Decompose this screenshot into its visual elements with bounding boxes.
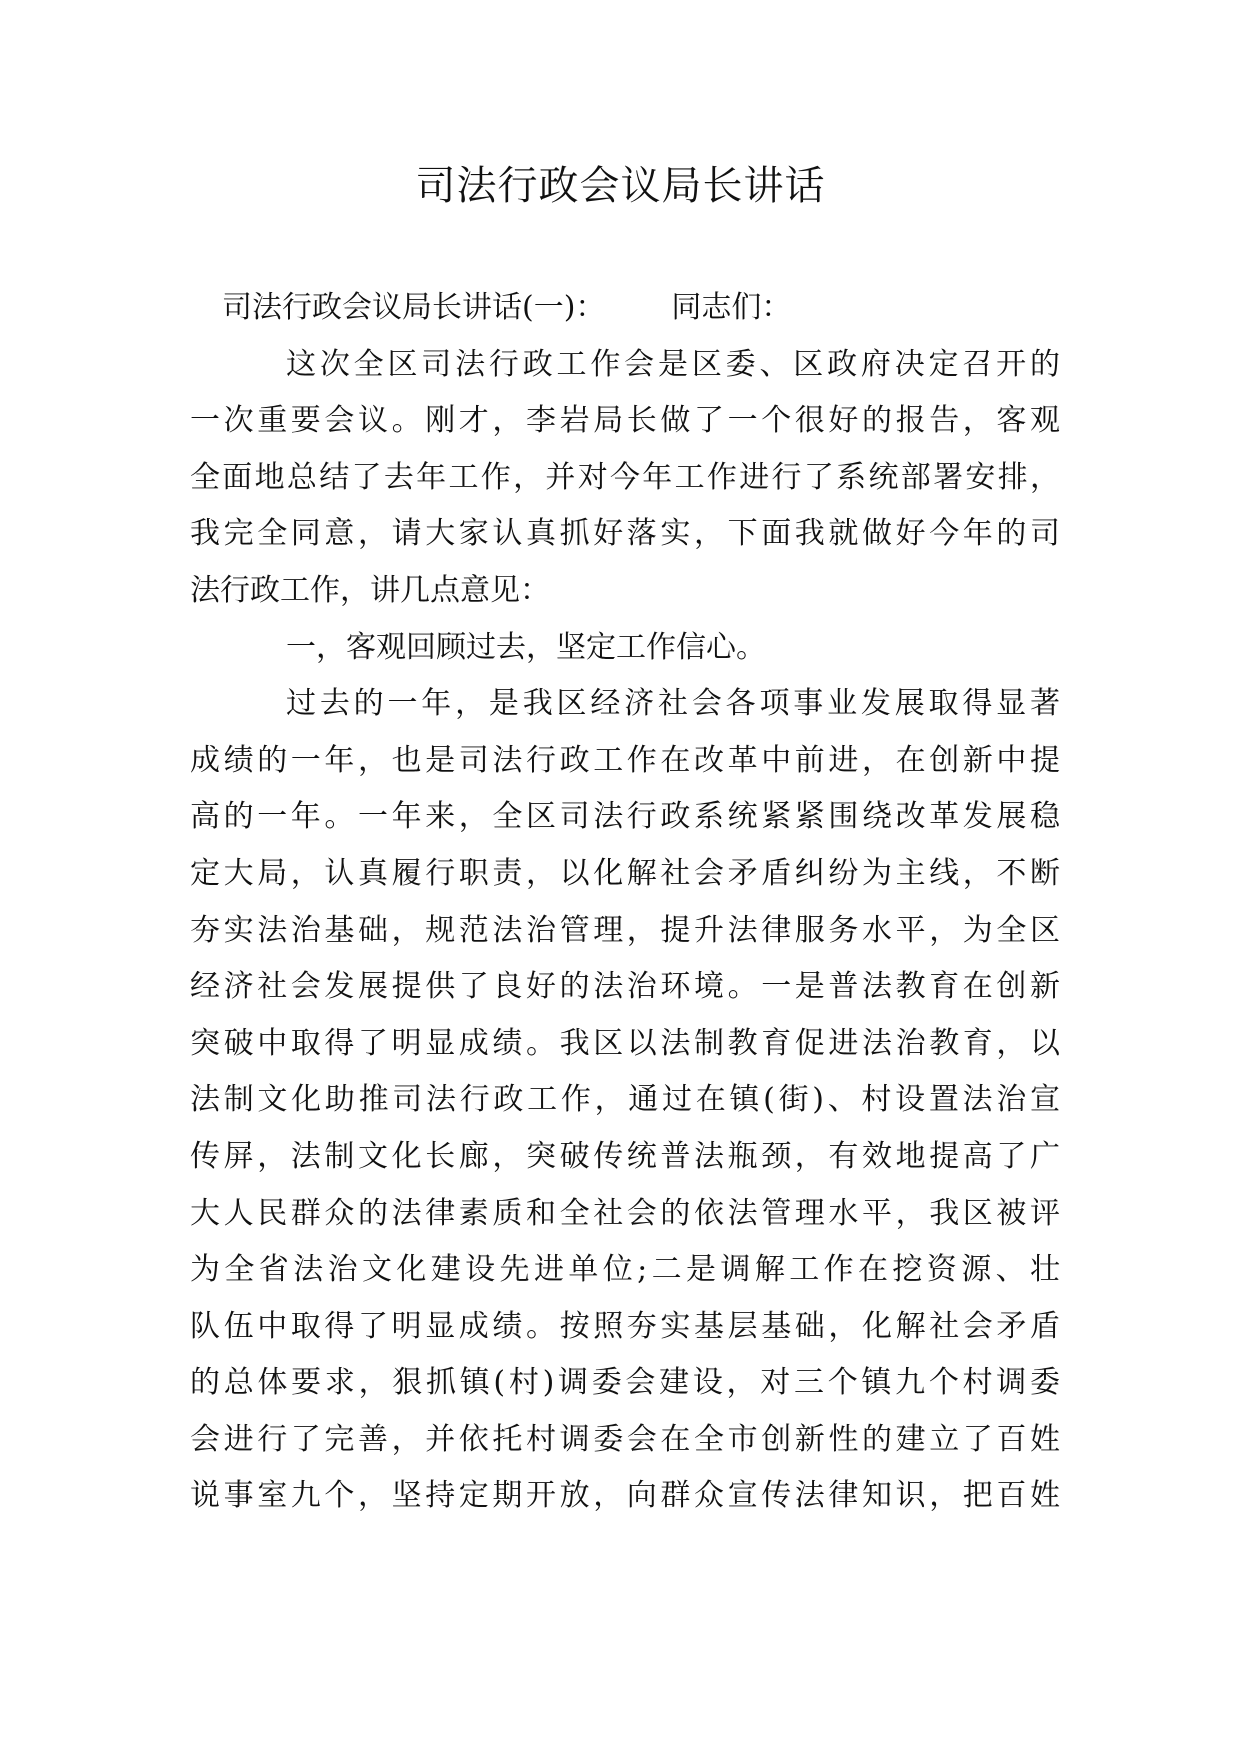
text-line: 大人民群众的法律素质和全社会的依法管理水平，我区被评 <box>190 1195 1060 1231</box>
salutation: 同志们： <box>671 290 792 325</box>
text-line: 的总体要求，狠抓镇(村)调委会建设，对三个镇九个村调委 <box>190 1365 1060 1401</box>
text-line: 定大局，认真履行职责，以化解社会矛盾纠纷为主线，不断 <box>190 855 1060 891</box>
text-line: 经济社会发展提供了良好的法治环境。一是普法教育在创新 <box>190 969 1060 1005</box>
text-line: 法制文化助推司法行政工作，通过在镇(街)、村设置法治宣 <box>190 1082 1060 1118</box>
text-line: 成绩的一年，也是司法行政工作在改革中前进，在创新中提 <box>190 742 1060 778</box>
text-line: 法行政工作，讲几点意见： <box>190 572 550 608</box>
text-line: 夯实法治基础，规范法治管理，提升法律服务水平，为全区 <box>190 912 1060 948</box>
intro-line <box>190 280 1060 337</box>
text-line: 这次全区司法行政工作会是区委、区政府决定召开的 <box>286 346 1060 382</box>
text-line: 说事室九个，坚持定期开放，向群众宣传法律知识，把百姓 <box>190 1478 1060 1514</box>
document-body <box>190 280 1060 1525</box>
text-line: 为全省法治文化建设先进单位;二是调解工作在挖资源、壮 <box>190 1252 1060 1288</box>
text-line: 全面地总结了去年工作，并对今年工作进行了系统部署安排， <box>190 459 1060 495</box>
text-line: 会进行了完善，并依托村调委会在全市创新性的建立了百姓 <box>190 1421 1060 1457</box>
text-line: 队伍中取得了明显成绩。按照夯实基层基础，化解社会矛盾 <box>190 1308 1060 1344</box>
paragraph-lines <box>190 337 1060 1525</box>
text-line: 突破中取得了明显成绩。我区以法制教育促进法治教育，以 <box>190 1025 1060 1061</box>
page-title: 司法行政会议局长讲话 <box>415 163 826 209</box>
speech-heading: 司法行政会议局长讲话(一)： <box>222 290 606 325</box>
text-line: 过去的一年，是我区经济社会各项事业发展取得显著 <box>286 686 1060 722</box>
text-line: 一，客观回顾过去，坚定工作信心。 <box>286 629 766 665</box>
text-line: 一次重要会议。刚才，李岩局长做了一个很好的报告，客观 <box>190 403 1060 439</box>
text-line: 传屏，法制文化长廊，突破传统普法瓶颈，有效地提高了广 <box>190 1138 1060 1174</box>
text-line: 我完全同意，请大家认真抓好落实，下面我就做好今年的司 <box>190 516 1060 552</box>
text-line: 高的一年。一年来，全区司法行政系统紧紧围绕改革发展稳 <box>190 799 1060 835</box>
